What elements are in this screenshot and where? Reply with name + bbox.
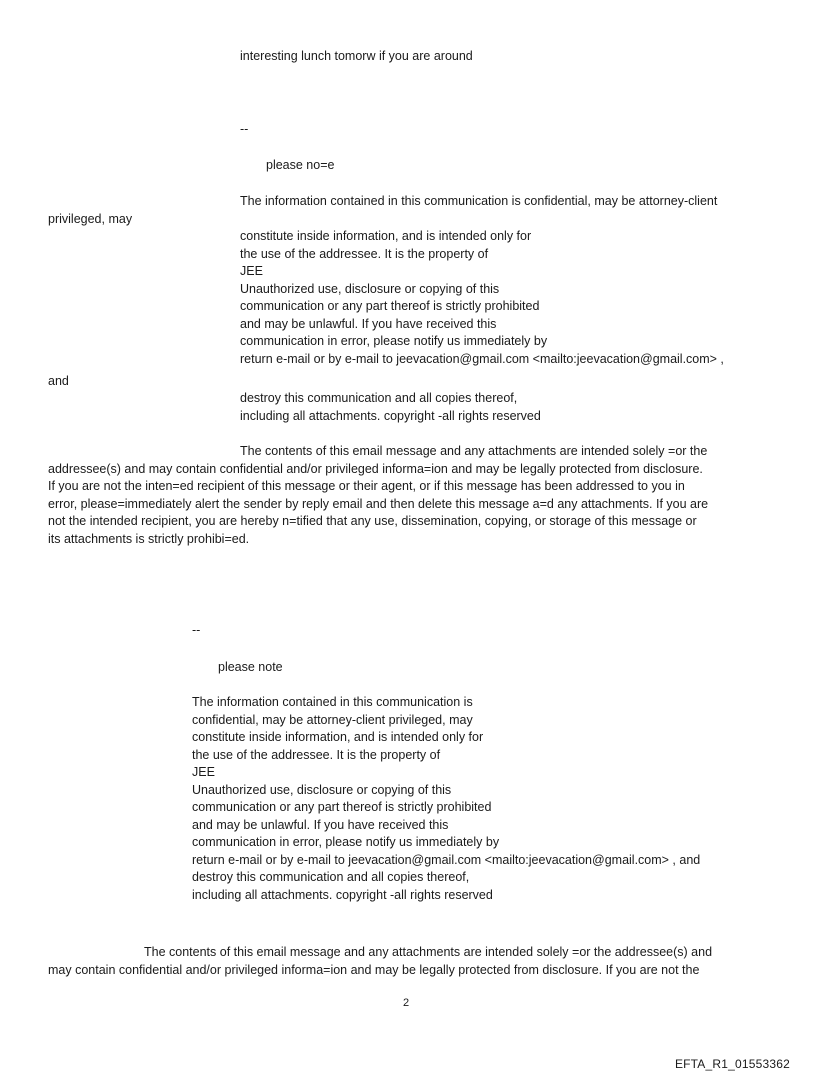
notice-line: and may be unlawful. If you have received this (240, 316, 497, 331)
disclaimer-line: not the intended recipient, you are hereby n=tified that any use, dissemination, copying, or storage of this message or (48, 514, 697, 528)
notice-line: communication or any part thereof is strictly prohibited (192, 800, 492, 814)
disclaimer-line: error, please=immediately alert the sender by reply email and then delete this message a=d any attachments. If you are (48, 496, 709, 511)
notice-line: communication in error, please notify us immediately by (240, 334, 548, 348)
notice-line: return e-mail or by e-mail to jeevacation@gmail.com <mailto:jeevacation@gmail.com> , and (192, 852, 701, 867)
notice-body-1 (240, 228, 724, 368)
document-id: EFTA_R1_01553362 (674, 1057, 790, 1071)
notice-line: destroy this communication and all copies thereof, (192, 870, 470, 884)
disclaimer-line: may contain confidential and/or privileged informa=ion and may be legally protected from disclosure. If you are not the (48, 962, 700, 977)
notice-line: JEE (240, 264, 263, 278)
disclaimer-1 (48, 443, 770, 548)
notice-line: including all attachments. copyright -all rights reserved (240, 408, 541, 423)
separator-2: -- (192, 623, 201, 637)
disclaimer-line: The contents of this email message and any attachments are intended solely =or the (240, 444, 708, 458)
lunch-line: interesting lunch tomorw if you are around (240, 49, 473, 63)
disclaimer-line: its attachments is strictly prohibi=ed. (48, 531, 250, 546)
notice-wrap-line-1: privileged, may (48, 212, 133, 226)
notice-line: JEE (192, 765, 215, 779)
notice-body-2 (192, 694, 700, 904)
notice-wrap-and-1: and (48, 374, 69, 388)
notice-line: communication in error, please notify us immediately by (192, 835, 500, 849)
notice-line: return e-mail or by e-mail to jeevacation@gmail.com <mailto:jeevacation@gmail.com> , (240, 351, 724, 366)
notice-line: constitute inside information, and is intended only for (240, 229, 532, 243)
notice-heading-2: please note (218, 660, 283, 674)
separator-1: -- (240, 122, 249, 136)
notice-line: The information contained in this communication is (192, 695, 473, 709)
notice-line: the use of the addressee. It is the property of (240, 246, 489, 261)
notice-line: Unauthorized use, disclosure or copying of this (192, 782, 452, 797)
notice-line: communication or any part thereof is strictly prohibited (240, 299, 540, 313)
notice-line: and may be unlawful. If you have received this (192, 817, 449, 832)
notice-body-1b (240, 390, 541, 425)
page-number: 2 (403, 997, 410, 1009)
notice-line: Unauthorized use, disclosure or copying of this (240, 281, 500, 296)
notice-heading-1: please no=e (266, 158, 335, 172)
disclaimer-line: addressee(s) and may contain confidential and/or privileged informa=ion and may be legally protected from disclosure. (48, 461, 703, 476)
disclaimer-line: The contents of this email message and any attachments are intended solely =or the addressee(s) and (144, 945, 713, 959)
notice-line: confidential, may be attorney-client privileged, may (192, 712, 473, 727)
notice-line: destroy this communication and all copies thereof, (240, 391, 518, 405)
notice-first-line-1: The information contained in this communication is confidential, may be attorney-client (240, 194, 718, 208)
disclaimer-2 (48, 944, 770, 979)
notice-line: the use of the addressee. It is the property of (192, 747, 441, 762)
notice-line: constitute inside information, and is intended only for (192, 730, 484, 744)
notice-line: including all attachments. copyright -all rights reserved (192, 887, 493, 902)
disclaimer-line: If you are not the inten=ed recipient of this message or their agent, or if this message has been addressed to you in (48, 479, 685, 493)
